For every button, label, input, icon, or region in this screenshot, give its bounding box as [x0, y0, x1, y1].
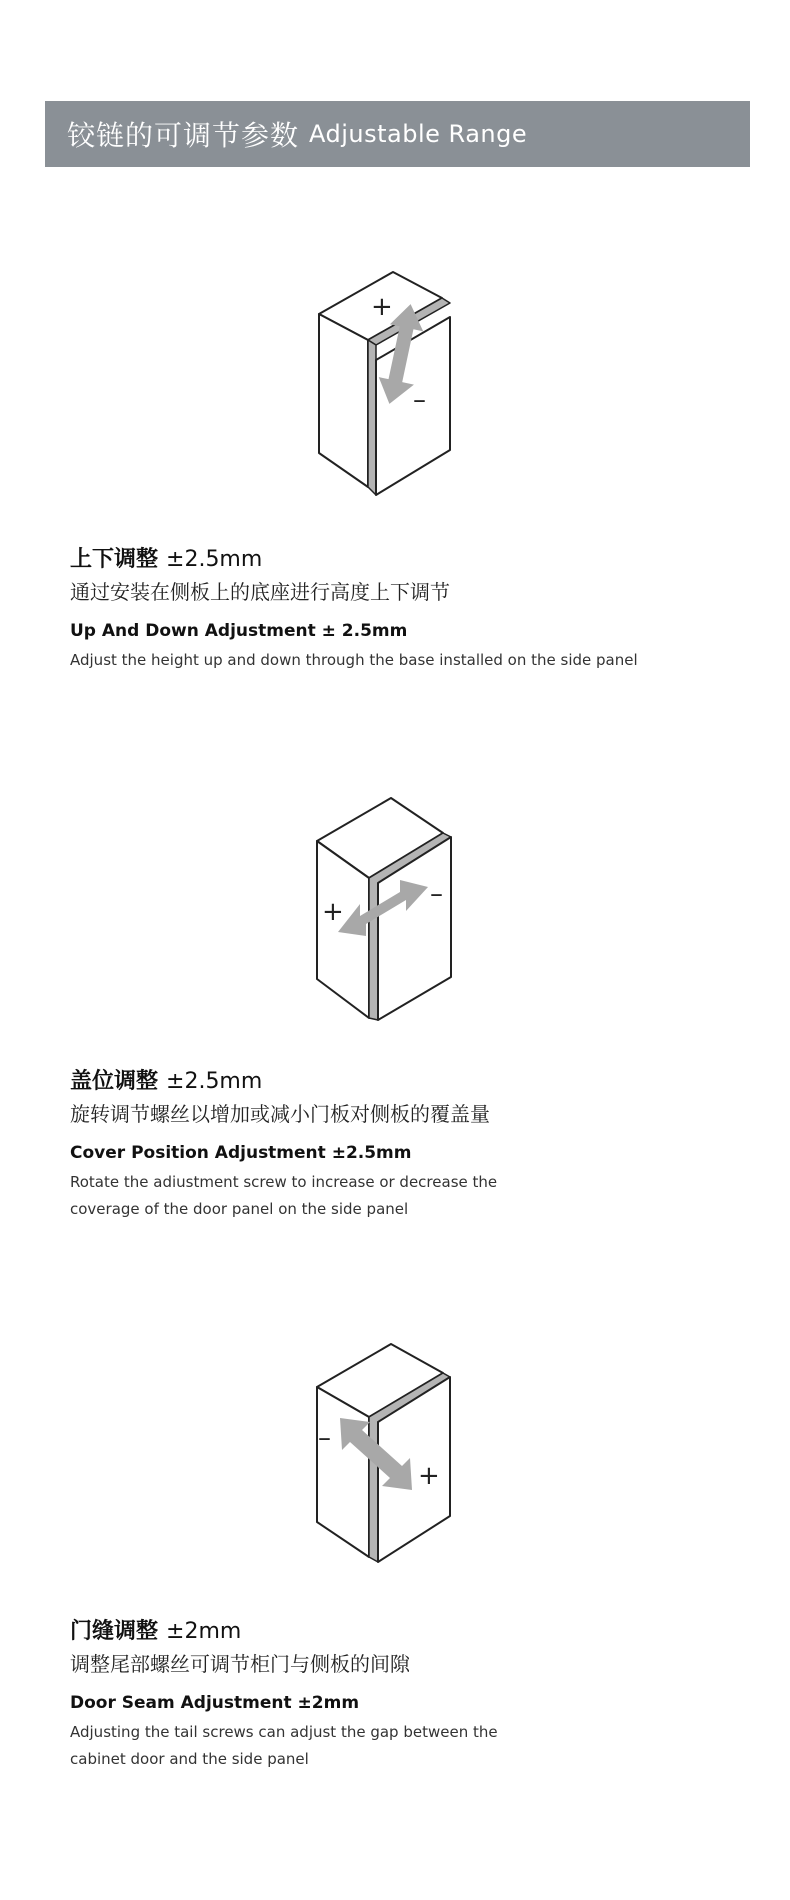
header-title-cn: 铰链的可调节参数: [67, 119, 300, 152]
description-cn: 通过安装在侧板上的底座进行高度上下调节: [70, 580, 450, 604]
door-edge-side: [368, 340, 376, 495]
heading-cn: 门缝调整: [70, 1619, 159, 1644]
section-header: [45, 101, 750, 167]
header-title-en: Adjustable Range: [309, 120, 528, 148]
up-down-text: [70, 545, 750, 674]
heading-en: Cover Position Adjustment ±2.5mm: [70, 1143, 412, 1163]
plus-sign: +: [418, 1461, 440, 1491]
minus-sign: –: [413, 385, 426, 415]
description-en: Adjust the height up and down through the base installed on the side panel: [70, 651, 638, 669]
heading-cn: 上下调整: [70, 547, 159, 572]
plus-sign: +: [322, 897, 344, 927]
description-cn: 旋转调节螺丝以增加或减小门板对侧板的覆盖量: [70, 1102, 490, 1126]
heading-en: Up And Down Adjustment ± 2.5mm: [70, 621, 408, 641]
spec-value: ±2mm: [166, 1619, 242, 1644]
description-en: Rotate the adiustment screw to increase or decrease the coverage of the door panel on the side panel: [70, 1173, 498, 1218]
heading-cn: 盖位调整: [70, 1069, 159, 1094]
door-seam-text: [70, 1617, 750, 1773]
cabinet-side: [319, 314, 368, 487]
spec-value: ±2.5mm: [166, 547, 263, 572]
heading-en: Door Seam Adjustment ±2mm: [70, 1693, 360, 1713]
minus-sign: –: [318, 1423, 331, 1453]
cabinet-side: [317, 1387, 369, 1557]
door-seam-illustration: [300, 1330, 500, 1590]
description-cn: 调整尾部螺丝可调节柜门与侧板的间隙: [70, 1652, 410, 1676]
cover-position-illustration: [300, 780, 500, 1040]
description-en: Adjusting the tail screws can adjust the gap between the cabinet door and the side panel: [70, 1723, 498, 1768]
plus-sign: +: [371, 292, 393, 322]
up-down-adjustment-illustration: [300, 255, 500, 515]
cover-position-text: [70, 1067, 750, 1223]
spec-value: ±2.5mm: [166, 1069, 263, 1094]
minus-sign: –: [430, 879, 443, 909]
